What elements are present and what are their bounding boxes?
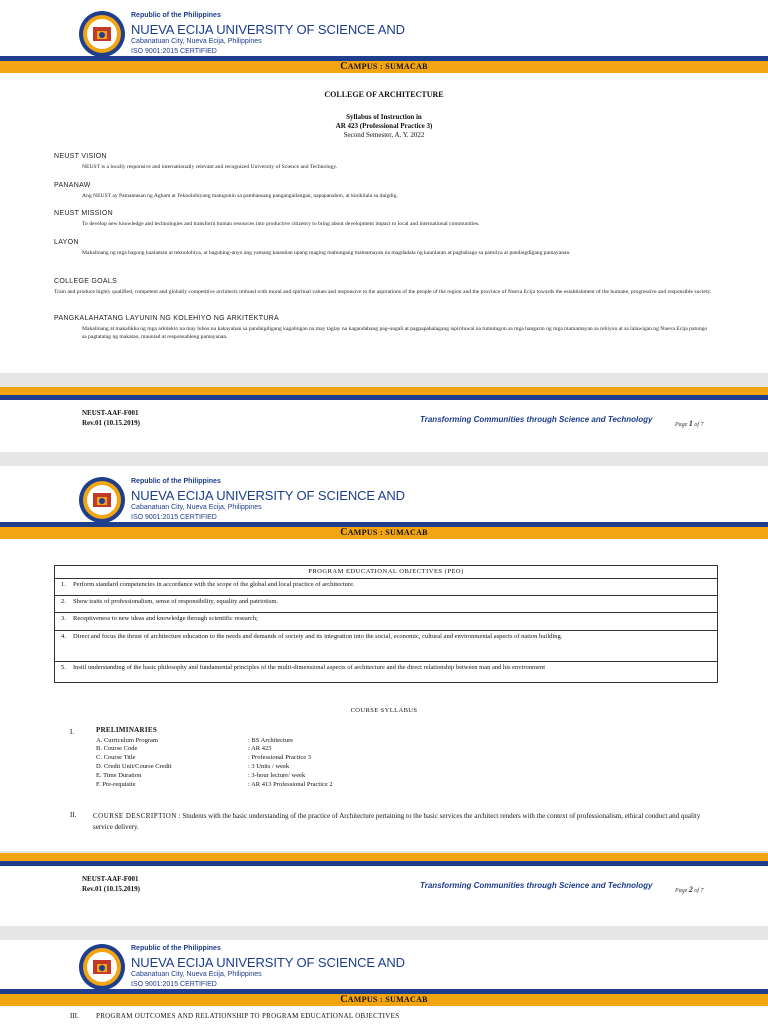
iso-label: ISO 9001:2015 CERTIFIED bbox=[131, 981, 217, 988]
peo-table-title: PROGRAM EDUCATIONAL OBJECTIVES (PEO) bbox=[55, 566, 718, 579]
page-gap bbox=[0, 452, 768, 466]
section-heading: PANANAW bbox=[54, 182, 91, 189]
iso-label: ISO 9001:2015 CERTIFIED bbox=[131, 514, 217, 521]
footer-blue-band bbox=[0, 395, 768, 400]
section-heading: COLLEGE GOALS bbox=[54, 278, 118, 285]
page-3 bbox=[0, 940, 768, 1024]
form-revision: Rev.01 (10.15.2019) bbox=[82, 419, 140, 427]
republic-label: Republic of the Philippines bbox=[131, 12, 221, 19]
prelim-value: : BS Architecture bbox=[248, 737, 294, 744]
campus-label: CAMPUS : SUMACAB bbox=[340, 527, 428, 538]
city-label: Cabanatuan City, Nueva Ecija, Philippines bbox=[131, 38, 262, 45]
college-title: COLLEGE OF ARCHITECTURE bbox=[324, 90, 444, 99]
prelim-value: : AR 423 bbox=[248, 745, 272, 752]
preliminaries-heading: PRELIMINARIES bbox=[96, 726, 158, 734]
section-text: Makalinang at makalikha ng mga arkitekto na may lubos na kakayahan sa pandaigdigang kagalingan na may taglay na kagandahang pag-uugali at pagpapahalagang ispirituwal na tumutugon sa mga hangarin ng mga mamamayan sa rehiyon at sa lalawigan ng Nueva Ecija patungo sa pagtatatag ng makatao, maunlad at responsableng pamayanan. bbox=[82, 326, 708, 340]
campus-label: CAMPUS : SUMACAB bbox=[340, 61, 428, 72]
footer-tagline: Transforming Communities through Science and Technology bbox=[420, 881, 653, 890]
page-gap bbox=[0, 373, 768, 387]
form-code: NEUST-AAF-F001 bbox=[82, 875, 139, 883]
peo-row: 2. Show traits of professionalism, sense of responsibility, equality and patriotism. bbox=[55, 596, 718, 613]
section-heading: NEUST MISSION bbox=[54, 210, 114, 217]
program-outcomes-heading: PROGRAM OUTCOMES AND RELATIONSHIP TO PROGRAM EDUCATIONAL OBJECTIVES bbox=[96, 1012, 400, 1020]
section-heading: LAYON bbox=[54, 239, 79, 246]
section-heading: PANGKALAHATANG LAYUNIN NG KOLEHIYO NG ARKITEKTURA bbox=[54, 315, 280, 322]
footer-tagline: Transforming Communities through Science and Technology bbox=[420, 415, 653, 424]
section-text: Ang NEUST ay Pamantasan ng Agham at Teknolohiyang matugunin sa pambansang pangangailangan, napapanahon, at kinikilala sa daigdig. bbox=[82, 193, 398, 199]
syllabus-line-2: AR 423 (Professional Practice 3) bbox=[335, 122, 433, 130]
prelim-label: D. Credit Unit/Course Credit bbox=[96, 763, 172, 770]
prelim-value: : Professional Practice 3 bbox=[248, 754, 311, 761]
republic-label: Republic of the Philippines bbox=[131, 478, 221, 485]
prelim-label: F. Pre-requisite bbox=[96, 781, 136, 788]
footer-gold-band bbox=[0, 853, 768, 861]
page-1 bbox=[0, 0, 768, 373]
city-label: Cabanatuan City, Nueva Ecija, Philippines bbox=[131, 504, 262, 511]
city-label: Cabanatuan City, Nueva Ecija, Philippines bbox=[131, 971, 262, 978]
syllabus-line-3: Second Semester, A. Y. 2022 bbox=[343, 131, 425, 139]
republic-label: Republic of the Philippines bbox=[131, 945, 221, 952]
form-revision: Rev.01 (10.15.2019) bbox=[82, 885, 140, 893]
iso-label: ISO 9001:2015 CERTIFIED bbox=[131, 48, 217, 55]
section-number: III. bbox=[70, 1012, 79, 1020]
page-number: Page 1 of 7 bbox=[675, 419, 704, 428]
prelim-value: : 3 Units / week bbox=[248, 763, 290, 770]
course-description: COURSE DESCRIPTION : Students with the basic understanding of the practice of Architecture pertaining to the basic services the architect renders with the context of professionalism, ethical conduct and quality service delivery. bbox=[93, 812, 701, 831]
peo-row: 1. Perform standard competencies in accordance with the scope of the global and local practice of architecture. bbox=[55, 579, 718, 596]
footer-gold-band bbox=[0, 387, 768, 395]
page-header bbox=[0, 933, 768, 1008]
section-text: To develop new knowledge and technologies and transform human resources into productive citizenry to bring about development impact to local and international communities. bbox=[82, 221, 480, 227]
university-seal-logo bbox=[78, 943, 126, 991]
university-name: NUEVA ECIJA UNIVERSITY OF SCIENCE AND bbox=[131, 955, 405, 970]
syllabus-line-1: Syllabus of Instruction in bbox=[346, 113, 422, 121]
page-header bbox=[0, 466, 768, 541]
university-seal-logo bbox=[78, 10, 126, 58]
section-text: Train and produce highly qualified, competent and globally competitive architects imbued with moral and spiritual values and responsive to the aspirations of the people of the region and the province of Nueva Ecija towards the establishment of the humane, progressive and responsible society. bbox=[54, 289, 712, 295]
university-name: NUEVA ECIJA UNIVERSITY OF SCIENCE AND bbox=[131, 22, 405, 37]
prelim-value: : AR 413 Professional Practice 2 bbox=[248, 781, 333, 788]
page-number: Page 2 of 7 bbox=[675, 885, 704, 894]
campus-label: CAMPUS : SUMACAB bbox=[340, 994, 428, 1005]
peo-row: 5. Instil understanding of the basic philosophy and fundamental principles of the multi-dimensional aspects of architecture and the direct relationship between man and his environment bbox=[55, 662, 718, 683]
prelim-label: C. Course Title bbox=[96, 754, 136, 761]
course-syllabus-heading: COURSE SYLLABUS bbox=[350, 707, 418, 714]
prelim-value: : 3-hour lecture/ week bbox=[248, 772, 306, 779]
section-number: II. bbox=[70, 811, 77, 819]
prelim-label: B. Course Code bbox=[96, 745, 138, 752]
peo-row: 3. Receptiveness to new ideas and knowledge through scientific research; bbox=[55, 613, 718, 631]
section-text: Makalinang ng mga bagong kaalaman at teknolohiya, at baguhing-anyo ang yamang katauhan upang maging mabungang mamamayan na magdadala ng kaunlaran at pagbabago sa pamilya at pandaigdigang pamayanan. bbox=[82, 250, 571, 256]
prelim-label: E. Time Duration bbox=[96, 772, 142, 779]
form-code: NEUST-AAF-F001 bbox=[82, 409, 139, 417]
section-heading: NEUST VISION bbox=[54, 153, 107, 160]
university-name: NUEVA ECIJA UNIVERSITY OF SCIENCE AND bbox=[131, 488, 405, 503]
section-text: NEUST is a locally responsive and internationally relevant and recognized University of Science and Technology. bbox=[82, 164, 338, 170]
section-number: I. bbox=[70, 728, 75, 736]
page-2 bbox=[0, 466, 768, 865]
university-seal-logo bbox=[78, 476, 126, 524]
peo-row: 4. Direct and focus the thrust of architecture education to the needs and demands of society and its integration into the social, economic, cultural and environmental aspects of nation building. bbox=[55, 631, 718, 662]
peo-table bbox=[54, 565, 718, 683]
page-header bbox=[0, 0, 768, 75]
prelim-label: A. Curriculum Program bbox=[96, 737, 158, 744]
